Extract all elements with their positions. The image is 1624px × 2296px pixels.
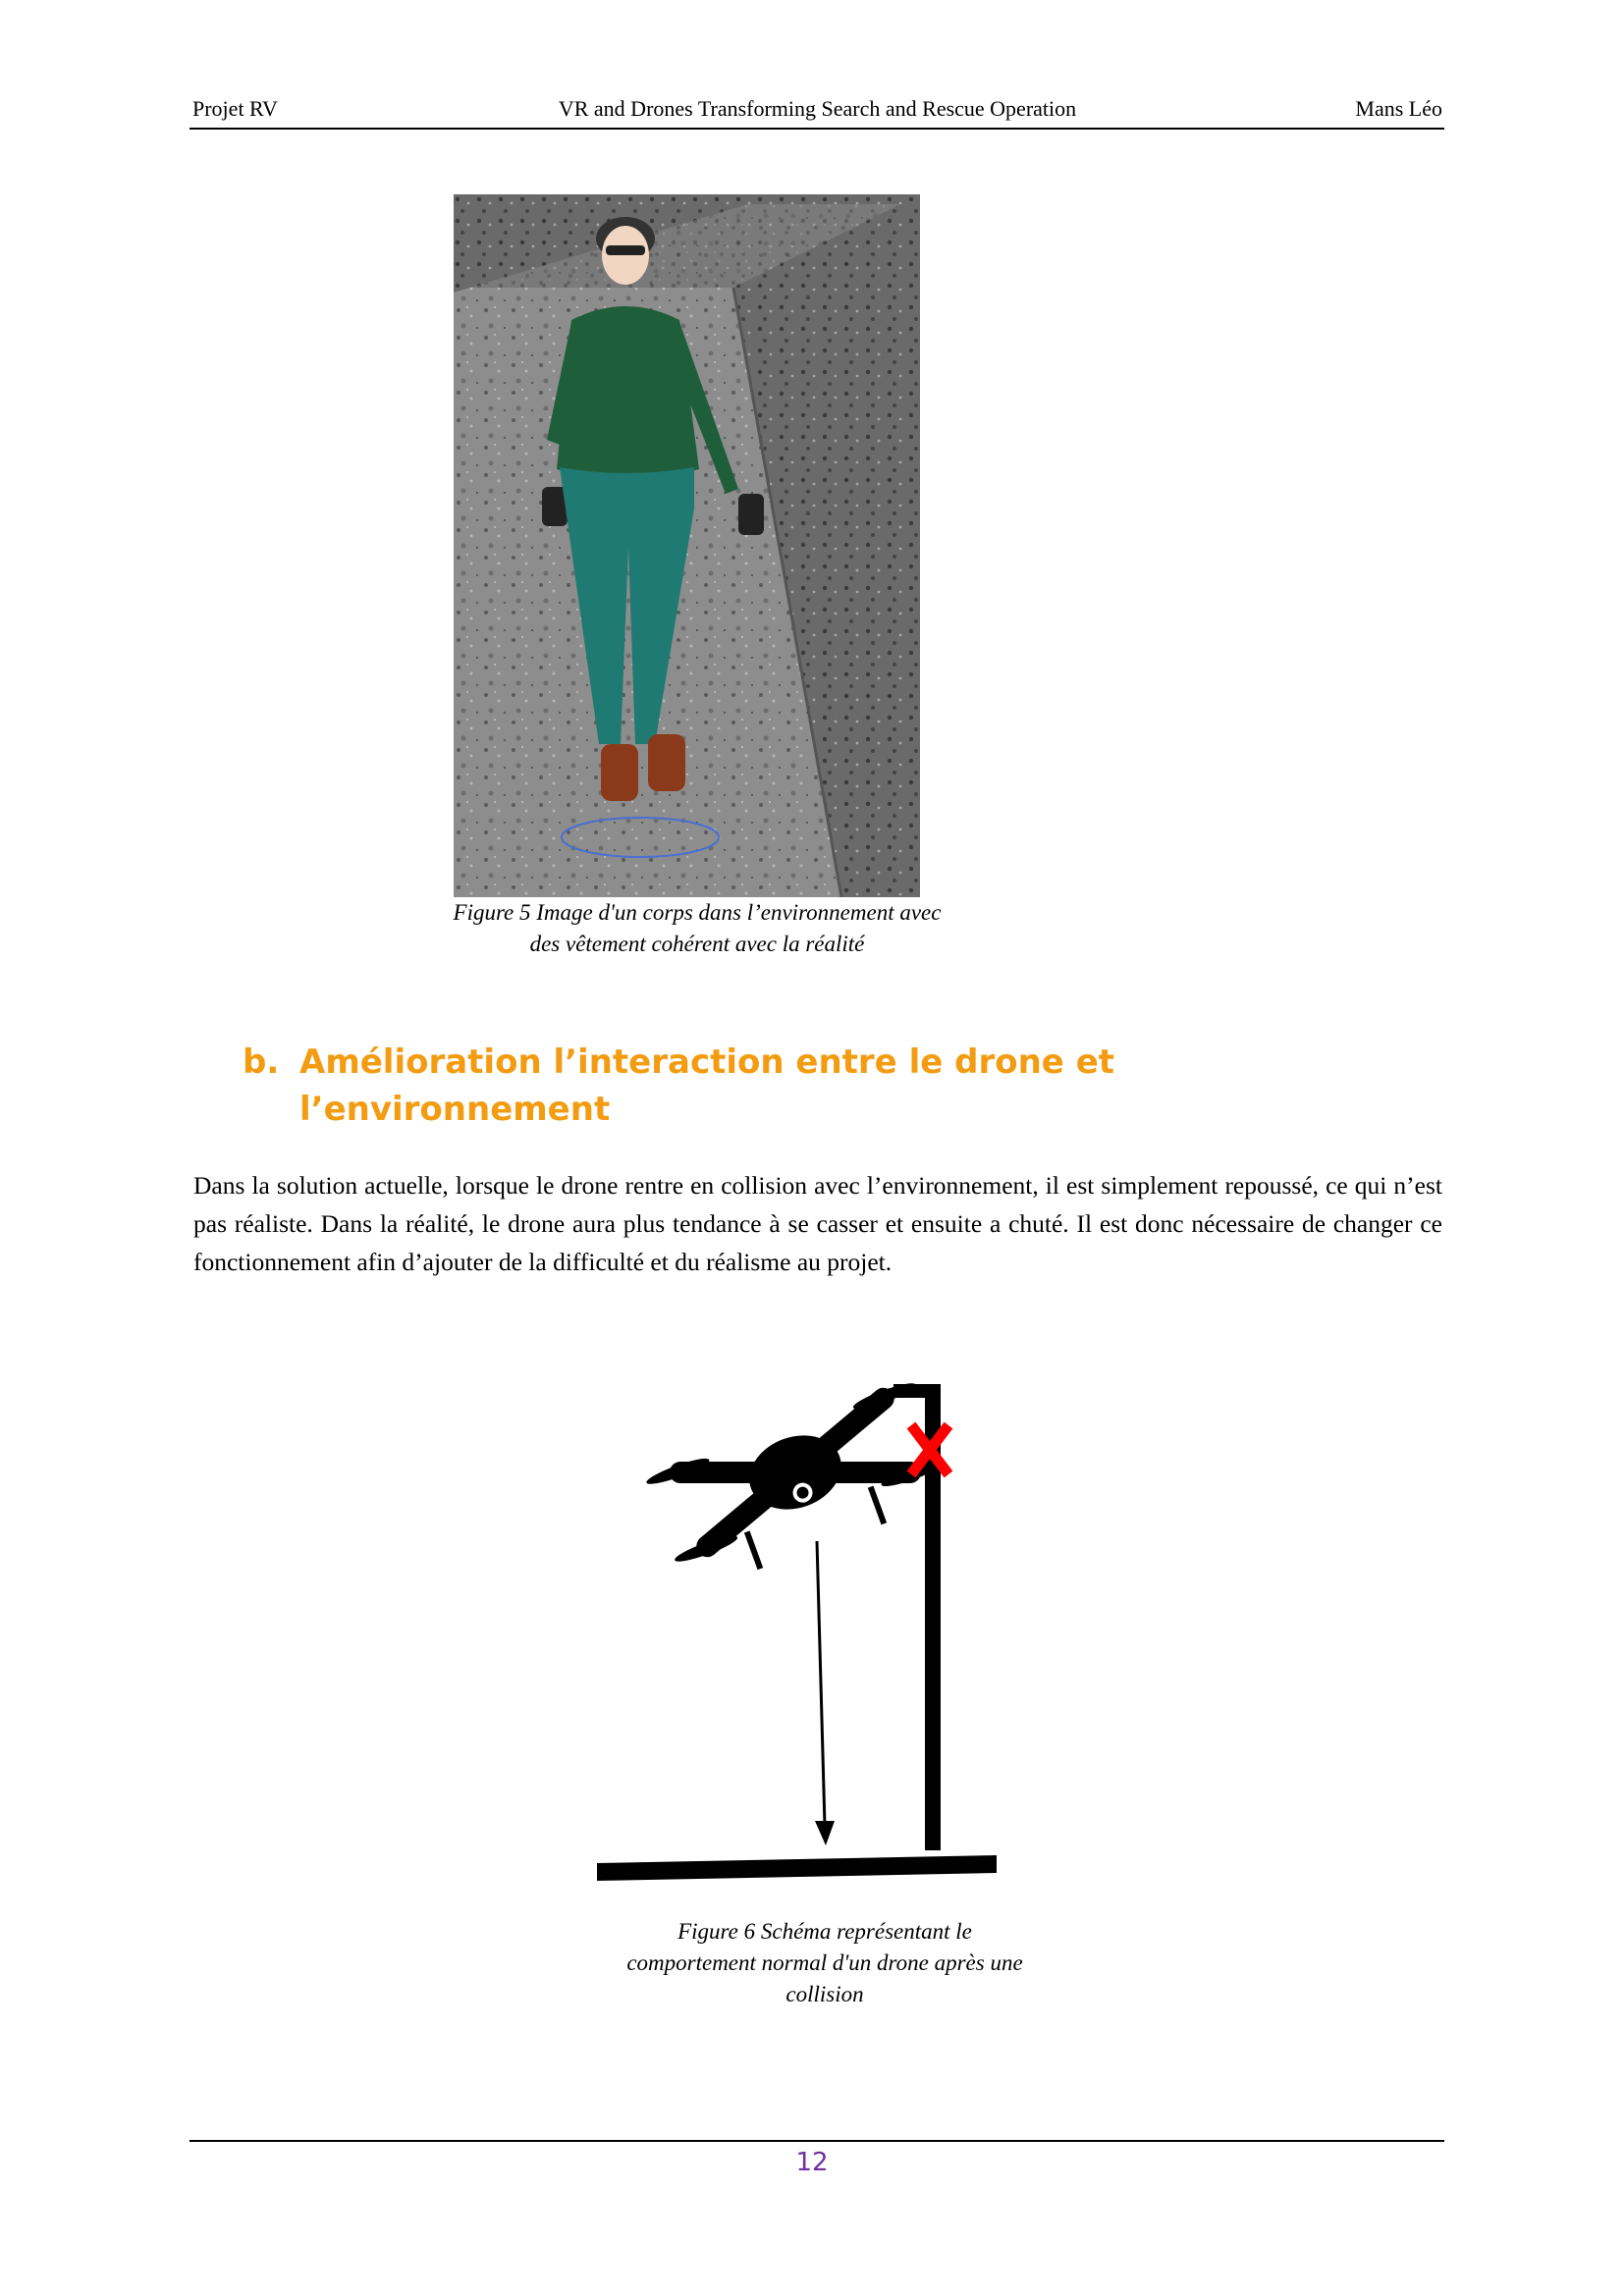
body-paragraph: Dans la solution actuelle, lorsque le drone rentre en collision avec l’environnement, il est simplement repoussé, ce qui n’est pas réaliste. Dans la réalité, le drone aura plus tendance à se casser et ensuite a chuté. Il est donc nécessaire de changer ce fonctionnement afin d’ajouter de la difficulté et du réalisme au projet. — [193, 1171, 1442, 1276]
drone-icon — [644, 1379, 956, 1595]
page-number: 12 — [795, 2148, 829, 2177]
figure-6-diagram — [589, 1364, 1021, 1895]
figure-5-caption-line: Figure 5 Image d'un corps dans l’environnement avec — [453, 900, 942, 925]
footer-divider — [189, 2140, 1444, 2142]
page-header — [192, 96, 1442, 130]
header-title: VR and Drones Transforming Search and Rescue Operation — [558, 96, 1077, 121]
header-divider — [189, 128, 1444, 130]
body-render-illustration — [454, 194, 920, 897]
drone-collision-schema — [589, 1364, 1021, 1895]
section-number: b. — [243, 1042, 280, 1082]
figure-6-caption-line: comportement normal d'un drone après une — [626, 1950, 1023, 1975]
header-project: Projet RV — [192, 96, 278, 121]
fall-arrow-line — [817, 1541, 825, 1826]
figure-5-caption — [373, 897, 1021, 960]
section-title-line1: Amélioration l’interaction entre le drone et — [299, 1042, 1115, 1082]
figure-6-caption — [550, 1916, 1100, 2010]
figure-6-caption-line: Figure 6 Schéma représentant le — [677, 1919, 972, 1944]
figure-6-caption-line: collision — [785, 1982, 864, 2006]
section-heading — [243, 1039, 1323, 1133]
header-author: Mans Léo — [1355, 96, 1442, 121]
figure-5-image — [454, 194, 920, 897]
figure-5-caption-line: des vêtement cohérent avec la réalité — [529, 932, 865, 956]
fall-arrow-head — [815, 1821, 835, 1845]
section-title-line2: l’environnement — [299, 1090, 611, 1129]
ground-line — [597, 1855, 997, 1881]
